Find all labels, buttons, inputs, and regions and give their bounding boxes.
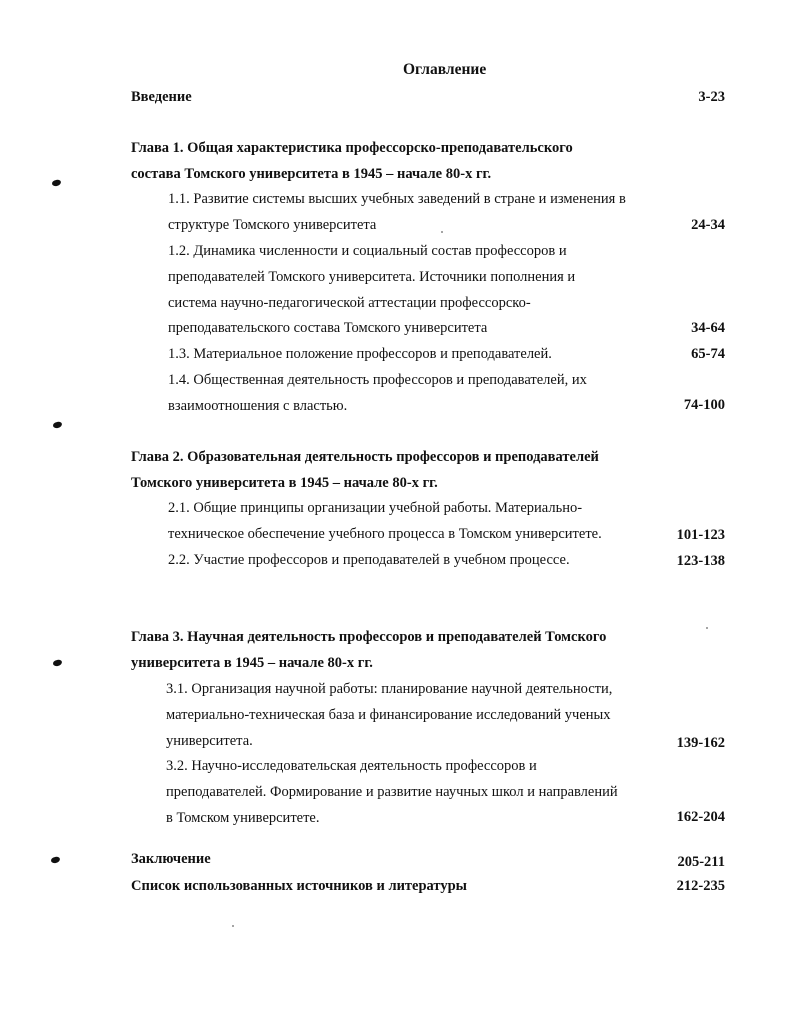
- scan-speck: [232, 925, 234, 927]
- section-1-2-line-4: преподавательского состава Томского университета: [168, 320, 488, 336]
- binder-hole-mark: [51, 179, 61, 187]
- chapter-3-heading-line-1: Глава 3. Научная деятельность профессоров и преподавателей Томского: [131, 629, 607, 645]
- chapter-2-heading-line-1: Глава 2. Образовательная деятельность профессоров и преподавателей: [131, 449, 599, 465]
- toc-conclusion-label: Заключение: [131, 851, 211, 867]
- section-1-4-pages: 74-100: [683, 397, 725, 413]
- section-2-1-pages: 101-123: [676, 527, 725, 543]
- section-1-3-pages: 65-74: [691, 346, 725, 362]
- binder-hole-mark: [52, 421, 62, 429]
- section-3-1-line-1: 3.1. Организация научной работы: планирование научной деятельности,: [166, 681, 613, 697]
- toc-intro-pages: 3-23: [698, 89, 725, 105]
- toc-sources-label: Список использованных источников и литературы: [131, 878, 467, 894]
- toc-intro-label: Введение: [131, 89, 192, 105]
- page-title: Оглавление: [403, 61, 487, 78]
- section-3-2-pages: 162-204: [676, 809, 725, 825]
- section-3-2-line-3: в Томском университете.: [166, 810, 320, 826]
- chapter-2-heading-line-2: Томского университета в 1945 – начале 80-х гг.: [131, 475, 438, 491]
- section-1-2-line-2: преподавателей Томского университета. Источники пополнения и: [168, 269, 576, 285]
- section-1-2-pages: 34-64: [691, 320, 725, 336]
- section-1-3-line-1: 1.3. Материальное положение профессоров и преподавателей.: [168, 346, 552, 362]
- binder-hole-mark: [50, 856, 60, 864]
- section-3-1-pages: 139-162: [676, 735, 725, 751]
- section-1-2-line-3: система научно-педагогической аттестации профессорско-: [168, 295, 531, 311]
- section-1-1-line-1: 1.1. Развитие системы высших учебных заведений в стране и изменения в: [168, 191, 626, 207]
- section-3-2-line-2: преподавателей. Формирование и развитие научных школ и направлений: [166, 784, 618, 800]
- section-3-1-line-2: материально-техническая база и финансирование исследований ученых: [166, 707, 611, 723]
- section-2-1-line-2: техническое обеспечение учебного процесса в Томском университете.: [168, 526, 602, 542]
- section-2-1-line-1: 2.1. Общие принципы организации учебной работы. Материально-: [168, 500, 583, 516]
- toc-sources-pages: 212-235: [676, 878, 725, 894]
- section-3-2-line-1: 3.2. Научно-исследовательская деятельность профессоров и: [166, 758, 537, 774]
- section-2-2-pages: 123-138: [676, 553, 725, 569]
- section-1-1-pages: 24-34: [691, 217, 725, 233]
- section-3-1-line-3: университета.: [166, 733, 253, 749]
- chapter-3-heading-line-2: университета в 1945 – начале 80-х гг.: [131, 655, 373, 671]
- section-2-2-line-1: 2.2. Участие профессоров и преподавателей в учебном процессе.: [168, 552, 570, 568]
- section-1-4-line-2: взаимоотношения с властью.: [168, 398, 348, 414]
- chapter-1-heading-line-2: состава Томского университета в 1945 – начале 80-х гг.: [131, 166, 492, 182]
- scan-speck: [441, 231, 443, 233]
- chapter-1-heading-line-1: Глава 1. Общая характеристика профессорско-преподавательского: [131, 140, 573, 156]
- binder-hole-mark: [52, 659, 62, 667]
- section-1-2-line-1: 1.2. Динамика численности и социальный состав профессоров и: [168, 243, 567, 259]
- section-1-4-line-1: 1.4. Общественная деятельность профессоров и преподавателей, их: [168, 372, 587, 388]
- toc-conclusion-pages: 205-211: [677, 854, 725, 870]
- scan-speck: [706, 627, 708, 629]
- section-1-1-line-2: структуре Томского университета: [168, 217, 377, 233]
